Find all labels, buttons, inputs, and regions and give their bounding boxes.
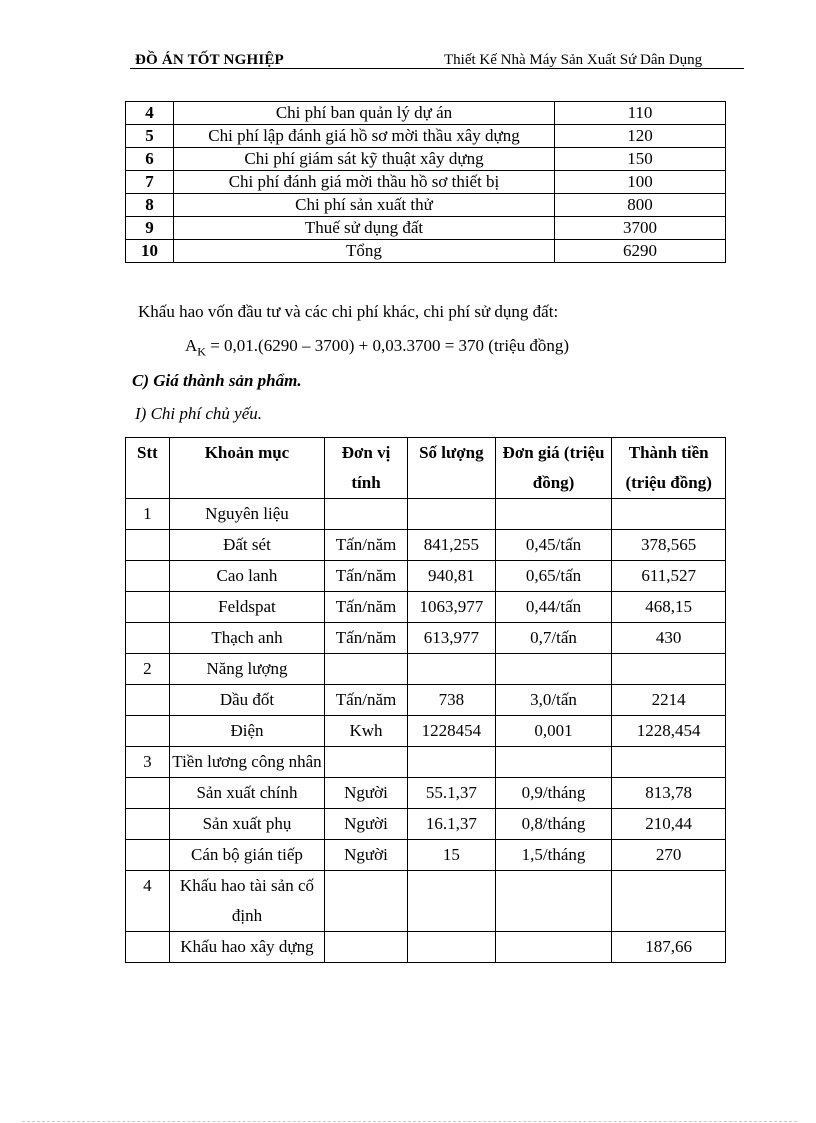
cost-cell-item: Thuế sử dụng đất <box>174 217 555 240</box>
cell-amount: 210,44 <box>612 809 726 840</box>
cell-unit-price: 0,7/tấn <box>495 623 612 654</box>
cell-unit-price: 0,45/tấn <box>495 530 612 561</box>
cell-unit-price: 0,9/tháng <box>495 778 612 809</box>
cell-unit-price <box>495 932 612 963</box>
cell-stt <box>126 561 170 592</box>
cell-quantity <box>407 654 495 685</box>
cost-cell-value: 3700 <box>555 217 726 240</box>
section-heading-c: C) Giá thành sản phẩm. <box>132 371 302 390</box>
formula-symbol: A <box>185 336 198 355</box>
cell-unit-price <box>495 654 612 685</box>
cell-quantity <box>407 747 495 778</box>
cell-unit <box>325 654 408 685</box>
cost-cell-value: 120 <box>555 125 726 148</box>
cost-cell-value: 6290 <box>555 240 726 263</box>
cell-unit: Tấn/năm <box>325 685 408 716</box>
cell-quantity <box>407 499 495 530</box>
table-row <box>126 932 726 963</box>
product-cost-table <box>125 437 726 963</box>
cell-quantity: 738 <box>407 685 495 716</box>
cell-quantity: 940,81 <box>407 561 495 592</box>
cost-cell-no: 9 <box>126 217 174 240</box>
table-row <box>126 685 726 716</box>
cell-item: Đất sét <box>169 530 324 561</box>
table-row <box>126 747 726 778</box>
depreciation-paragraph: Khấu hao vốn đầu tư và các chi phí khác, chi phí sử dụng đất: <box>138 302 559 321</box>
investment-cost-table <box>125 101 726 263</box>
formula-expression: = 0,01.(6290 – 3700) + 0,03.3700 = 370 (triệu đồng) <box>205 336 570 355</box>
cell-stt <box>126 809 170 840</box>
cell-amount <box>612 499 726 530</box>
table-row <box>126 592 726 623</box>
cell-item: Sản xuất chính <box>169 778 324 809</box>
cost-cell-no: 7 <box>126 171 174 194</box>
cell-item: Khấu hao tài sản cố định <box>169 871 324 932</box>
cost-cell-item: Tổng <box>174 240 555 263</box>
cell-unit <box>325 499 408 530</box>
table-row <box>126 778 726 809</box>
cell-stt <box>126 530 170 561</box>
cell-amount: 270 <box>612 840 726 871</box>
cell-unit-price: 0,65/tấn <box>495 561 612 592</box>
header-subtitle: Thiết Kế Nhà Máy Sản Xuất Sứ Dân Dụng <box>444 52 703 68</box>
cell-stt: 4 <box>126 871 170 932</box>
cell-unit-price <box>495 871 612 932</box>
cell-unit: Người <box>325 840 408 871</box>
cell-unit: Tấn/năm <box>325 530 408 561</box>
cost-cell-item: Chi phí sản xuất thử <box>174 194 555 217</box>
cost-cell-value: 800 <box>555 194 726 217</box>
table-row <box>126 716 726 747</box>
cell-unit-price: 0,8/tháng <box>495 809 612 840</box>
cell-item: Thạch anh <box>169 623 324 654</box>
cost-cell-item: Chi phí ban quản lý dự án <box>174 102 555 125</box>
cell-quantity <box>407 871 495 932</box>
cell-stt <box>126 932 170 963</box>
header-item: Khoản mục <box>169 438 324 499</box>
cell-unit-price: 0,44/tấn <box>495 592 612 623</box>
header-unit: Đơn vị tính <box>325 438 408 499</box>
header-rule <box>130 68 744 69</box>
cell-stt <box>126 685 170 716</box>
cell-quantity <box>407 932 495 963</box>
cell-unit <box>325 871 408 932</box>
cell-quantity: 55.1,37 <box>407 778 495 809</box>
section-heading-i: I) Chi phí chủ yếu. <box>135 404 262 423</box>
cost-cell-no: 10 <box>126 240 174 263</box>
header-unit-price: Đơn giá (triệu đồng) <box>495 438 612 499</box>
cell-unit: Kwh <box>325 716 408 747</box>
cell-item: Sản xuất phụ <box>169 809 324 840</box>
cell-stt: 3 <box>126 747 170 778</box>
cell-amount: 2214 <box>612 685 726 716</box>
cell-item: Dầu đốt <box>169 685 324 716</box>
cell-item: Điện <box>169 716 324 747</box>
cell-unit: Tấn/năm <box>325 592 408 623</box>
cost-cell-item: Chi phí đánh giá mời thầu hồ sơ thiết bị <box>174 171 555 194</box>
cell-item: Năng lượng <box>169 654 324 685</box>
cell-amount: 378,565 <box>612 530 726 561</box>
cell-amount: 468,15 <box>612 592 726 623</box>
cell-item: Khấu hao xây dựng <box>169 932 324 963</box>
cell-item: Cao lanh <box>169 561 324 592</box>
cell-stt <box>126 623 170 654</box>
cell-amount: 611,527 <box>612 561 726 592</box>
cell-quantity: 613,977 <box>407 623 495 654</box>
depreciation-formula <box>185 336 569 359</box>
cell-unit-price: 0,001 <box>495 716 612 747</box>
cost-cell-no: 4 <box>126 102 174 125</box>
table-row <box>126 561 726 592</box>
cell-quantity: 1228454 <box>407 716 495 747</box>
table-row <box>126 871 726 932</box>
cell-item: Cán bộ gián tiếp <box>169 840 324 871</box>
cost-cell-item: Chi phí lập đánh giá hồ sơ mời thầu xây dựng <box>174 125 555 148</box>
cost-row <box>126 171 726 194</box>
cell-stt <box>126 778 170 809</box>
cost-cell-value: 110 <box>555 102 726 125</box>
cell-unit: Người <box>325 778 408 809</box>
table-row <box>126 499 726 530</box>
table-row <box>126 840 726 871</box>
cell-unit: Tấn/năm <box>325 623 408 654</box>
cell-amount: 430 <box>612 623 726 654</box>
cost-cell-no: 8 <box>126 194 174 217</box>
header-stt: Stt <box>126 438 170 499</box>
cell-item: Nguyên liệu <box>169 499 324 530</box>
cell-unit-price <box>495 747 612 778</box>
cost-row <box>126 125 726 148</box>
cell-amount <box>612 654 726 685</box>
cell-amount: 1228,454 <box>612 716 726 747</box>
header-title: ĐỒ ÁN TỐT NGHIỆP <box>135 52 284 68</box>
header-amount: Thành tiền (triệu đồng) <box>612 438 726 499</box>
cell-unit-price: 3,0/tấn <box>495 685 612 716</box>
formula-subscript: K <box>197 344 206 359</box>
cell-quantity: 16.1,37 <box>407 809 495 840</box>
cost-cell-value: 100 <box>555 171 726 194</box>
table-header-row <box>126 438 726 499</box>
table-row <box>126 654 726 685</box>
cell-amount: 187,66 <box>612 932 726 963</box>
cell-unit: Tấn/năm <box>325 561 408 592</box>
cell-quantity: 15 <box>407 840 495 871</box>
cell-amount <box>612 871 726 932</box>
cell-stt <box>126 840 170 871</box>
cost-row <box>126 217 726 240</box>
cost-cell-no: 5 <box>126 125 174 148</box>
cost-cell-no: 6 <box>126 148 174 171</box>
table-row <box>126 809 726 840</box>
cost-cell-item: Chi phí giám sát kỹ thuật xây dựng <box>174 148 555 171</box>
cell-amount <box>612 747 726 778</box>
cost-row <box>126 102 726 125</box>
cost-row <box>126 240 726 263</box>
cell-unit <box>325 747 408 778</box>
cell-stt: 2 <box>126 654 170 685</box>
cell-quantity: 841,255 <box>407 530 495 561</box>
cell-item: Feldspat <box>169 592 324 623</box>
cell-unit: Người <box>325 809 408 840</box>
table-row <box>126 623 726 654</box>
table-row <box>126 530 726 561</box>
cost-row <box>126 148 726 171</box>
cell-amount: 813,78 <box>612 778 726 809</box>
cell-unit <box>325 932 408 963</box>
cost-row <box>126 194 726 217</box>
cell-unit-price: 1,5/tháng <box>495 840 612 871</box>
cell-item: Tiền lương công nhân <box>169 747 324 778</box>
cost-cell-value: 150 <box>555 148 726 171</box>
cell-stt <box>126 716 170 747</box>
cell-stt: 1 <box>126 499 170 530</box>
cell-unit-price <box>495 499 612 530</box>
page-bottom-rule <box>22 1121 797 1122</box>
cell-quantity: 1063,977 <box>407 592 495 623</box>
cell-stt <box>126 592 170 623</box>
header-quantity: Số lượng <box>407 438 495 499</box>
